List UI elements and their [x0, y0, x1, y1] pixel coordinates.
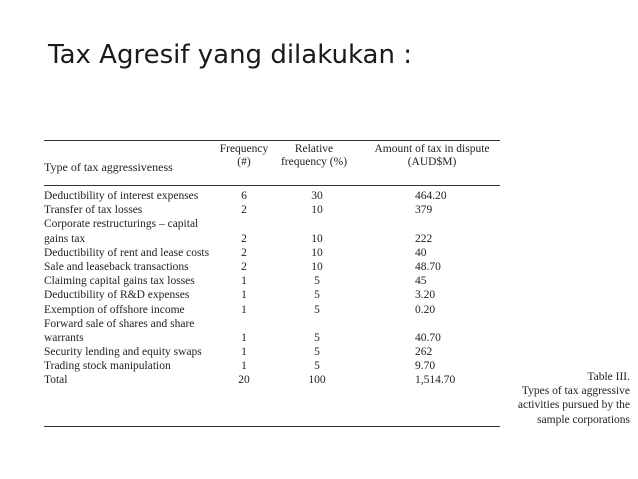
cell-frequency: 1	[241, 360, 247, 373]
header-amount	[368, 143, 496, 169]
cell-frequency: 1	[241, 331, 247, 344]
table-row	[44, 232, 504, 246]
header-type: Type of tax aggressiveness	[44, 160, 173, 174]
slide-title: Tax Agresif yang dilakukan :	[48, 40, 412, 70]
cell-type: Trading stock manipulation	[44, 360, 171, 373]
header-frequency-line1: Frequency	[219, 143, 269, 155]
caption-line: Table III.	[587, 371, 630, 383]
cell-type: warrants	[44, 331, 84, 344]
table-bottom-rule	[44, 426, 500, 427]
cell-relative: 5	[314, 360, 320, 373]
cell-type: Deductibility of R&D expenses	[44, 289, 190, 302]
table-row	[44, 203, 504, 217]
header-amount-line2: (AUD$M)	[407, 156, 457, 168]
header-relative-line1: Relative	[294, 143, 334, 155]
cell-frequency: 20	[238, 374, 250, 387]
table-header-rule	[44, 185, 500, 186]
table-row	[44, 345, 504, 359]
table-row	[44, 303, 504, 317]
cell-type: Total	[44, 374, 68, 387]
table-row	[44, 274, 504, 288]
header-amount-line1: Amount of tax in dispute	[374, 143, 490, 155]
cell-amount: 40.70	[415, 331, 441, 344]
cell-frequency: 2	[241, 204, 247, 217]
cell-type: Forward sale of shares and share	[44, 317, 195, 330]
table-row	[44, 359, 504, 373]
table-row	[44, 331, 504, 345]
cell-frequency: 1	[241, 275, 247, 288]
cell-relative: 5	[314, 289, 320, 302]
cell-amount: 0.20	[415, 303, 436, 316]
cell-amount: 379	[415, 204, 433, 217]
cell-type: Transfer of tax losses	[44, 204, 143, 217]
cell-type: Corporate restructurings – capital	[44, 218, 199, 231]
cell-type: Deductibility of rent and lease costs	[44, 246, 210, 259]
cell-amount: 3.20	[415, 289, 436, 302]
cell-frequency: 2	[241, 260, 247, 273]
cell-amount: 262	[415, 346, 433, 359]
cell-relative: 10	[311, 204, 323, 217]
table-top-rule	[44, 140, 500, 141]
cell-amount: 45	[415, 275, 427, 288]
caption-line: Types of tax aggressive	[521, 385, 630, 398]
cell-type: Sale and leaseback transactions	[44, 260, 189, 273]
header-relative-line2: frequency (%)	[280, 156, 348, 168]
cell-relative: 5	[314, 346, 320, 359]
cell-amount: 40	[415, 246, 427, 259]
header-relative-frequency	[276, 143, 352, 169]
table-row	[44, 317, 504, 331]
cell-frequency: 6	[241, 190, 247, 202]
caption-line: activities pursued by the	[517, 399, 630, 412]
cell-relative: 5	[314, 331, 320, 344]
table-caption	[500, 370, 630, 427]
cell-frequency: 1	[241, 289, 247, 302]
table-row-total	[44, 373, 504, 387]
cell-type: Security lending and equity swaps	[44, 346, 202, 359]
cell-type: Deductibility of interest expenses	[44, 190, 199, 202]
table-row	[44, 260, 504, 274]
table-row	[44, 288, 504, 302]
cell-amount: 9.70	[415, 360, 436, 373]
cell-frequency: 2	[241, 232, 247, 245]
cell-relative: 5	[314, 275, 320, 288]
table-row	[44, 246, 504, 260]
cell-type: gains tax	[44, 232, 86, 245]
cell-type: Exemption of offshore income	[44, 303, 185, 316]
table-body	[44, 189, 504, 388]
table-row	[44, 217, 504, 231]
cell-relative: 10	[311, 246, 323, 259]
cell-frequency: 1	[241, 303, 247, 316]
cell-frequency: 2	[241, 246, 247, 259]
cell-relative: 10	[311, 260, 323, 273]
cell-frequency: 1	[241, 346, 247, 359]
cell-amount: 1,514.70	[415, 374, 456, 387]
cell-relative: 30	[311, 190, 323, 202]
caption-line: sample corporations	[537, 413, 630, 426]
cell-amount: 464.20	[415, 190, 447, 202]
cell-relative: 100	[308, 374, 326, 387]
header-frequency-line2: (#)	[237, 156, 251, 168]
cell-relative: 5	[314, 303, 320, 316]
header-frequency	[216, 143, 272, 169]
cell-amount: 222	[415, 232, 433, 245]
cell-type: Claiming capital gains tax losses	[44, 275, 195, 288]
cell-relative: 10	[311, 232, 323, 245]
table-row	[44, 189, 504, 203]
cell-amount: 48.70	[415, 260, 441, 273]
